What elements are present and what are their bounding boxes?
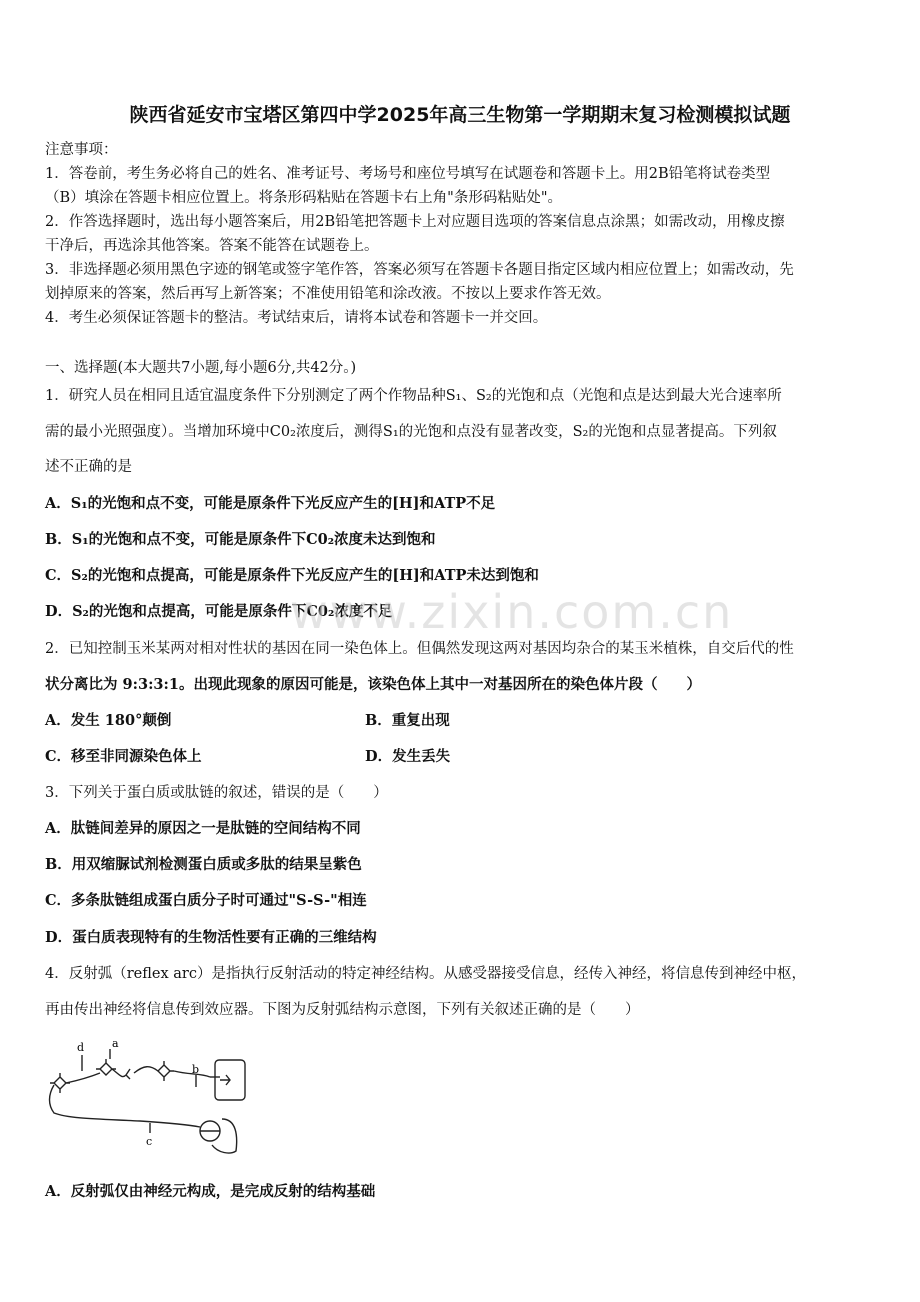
note-line: 干净后，再选涂其他答案。答案不能答在试题卷上。	[45, 238, 379, 254]
note-line: 4．考生必须保证答题卡的整洁。考试结束后，请将本试卷和答题卡一并交回。	[45, 310, 548, 326]
q4-stem: 再由传出神经将信息传到效应器。下图为反射弧结构示意图，下列有关叙述正确的是（ ）	[45, 1002, 640, 1018]
q3-option-c[interactable]: C．多条肽链组成蛋白质分子时可通过"S-S-"相连	[45, 892, 367, 909]
q2-option-c[interactable]: C．移至非同源染色体上	[45, 748, 202, 765]
q1-option-d[interactable]: D．S₂的光饱和点提高，可能是原条件下C0₂浓度不足	[45, 603, 393, 620]
q2-stem: 2．已知控制玉米某两对相对性状的基因在同一染色体上。但偶然发现这两对基因均杂合的某玉米植株，自交后代的性	[45, 641, 794, 657]
note-line: 1．答卷前，考生务必将自己的姓名、准考证号、考场号和座位号填写在试题卷和答题卡上。用2B铅笔将试卷类型	[45, 166, 771, 182]
reflex-arc-diagram	[40, 1035, 260, 1165]
page-title: 陕西省延安市宝塔区第四中学2025年高三生物第一学期期末复习检测模拟试题	[129, 104, 791, 126]
q3-option-d[interactable]: D．蛋白质表现特有的生物活性要有正确的三维结构	[45, 929, 377, 946]
q3-option-b[interactable]: B．用双缩脲试剂检测蛋白质或多肽的结果呈紫色	[45, 856, 362, 873]
note-line: 划掉原来的答案，然后再写上新答案；不准使用铅笔和涂改液。不按以上要求作答无效。	[45, 286, 611, 302]
note-line: （B）填涂在答题卡相应位置上。将条形码粘贴在答题卡右上角"条形码粘贴处"。	[45, 190, 562, 206]
note-line: 2．作答选择题时，选出每小题答案后，用2B铅笔把答题卡上对应题目选项的答案信息点涂黑；如需改动，用橡皮擦	[45, 214, 785, 230]
q1-stem: 1．研究人员在相同且适宜温度条件下分别测定了两个作物品种S₁、S₂的光饱和点（光饱和点是达到最大光合速率所	[45, 388, 782, 404]
q3-option-a[interactable]: A．肽链间差异的原因之一是肽链的空间结构不同	[45, 820, 361, 837]
q1-option-c[interactable]: C．S₂的光饱和点提高，可能是原条件下光反应产生的[H]和ATP未达到饱和	[45, 567, 539, 584]
q2-option-b[interactable]: B．重复出现	[365, 712, 450, 729]
note-line: 3．非选择题必须用黑色字迹的钢笔或签字笔作答，答案必须写在答题卡各题目指定区域内相应位置上；如需改动，先	[45, 262, 794, 278]
q1-option-a[interactable]: A．S₁的光饱和点不变，可能是原条件下光反应产生的[H]和ATP不足	[45, 495, 496, 512]
diagram-label-b: b	[192, 1063, 200, 1076]
section-heading: 一、选择题(本大题共7小题,每小题6分,共42分。)	[45, 360, 357, 376]
q2-stem: 状分离比为 9:3:3:1。出现此现象的原因可能是，该染色体上其中一对基因所在的染色体片段（ ）	[45, 676, 701, 693]
diagram-label-a: a	[112, 1037, 119, 1050]
q2-option-a[interactable]: A．发生 180°颠倒	[45, 712, 172, 729]
diagram-label-d: d	[77, 1041, 85, 1054]
notes-heading: 注意事项：	[45, 142, 118, 158]
q4-stem: 4．反射弧（reflex arc）是指执行反射活动的特定神经结构。从感受器接受信息，经传入神经，将信息传到神经中枢，	[45, 966, 806, 982]
q2-option-d[interactable]: D．发生丢失	[365, 748, 451, 765]
q3-stem: 3．下列关于蛋白质或肽链的叙述，错误的是（ ）	[45, 785, 388, 801]
diagram-label-c: c	[146, 1135, 153, 1148]
q4-option-a[interactable]: A．反射弧仅由神经元构成，是完成反射的结构基础	[45, 1183, 376, 1200]
q1-stem: 需的最小光照强度）。当增加环境中C0₂浓度后，测得S₁的光饱和点没有显著改变，S₂的光饱和点显著提高。下列叙	[45, 424, 777, 440]
watermark: www.zixin.com.cn	[290, 585, 734, 639]
q1-option-b[interactable]: B．S₁的光饱和点不变，可能是原条件下C0₂浓度未达到饱和	[45, 531, 436, 548]
q1-stem: 述不正确的是	[45, 459, 132, 475]
